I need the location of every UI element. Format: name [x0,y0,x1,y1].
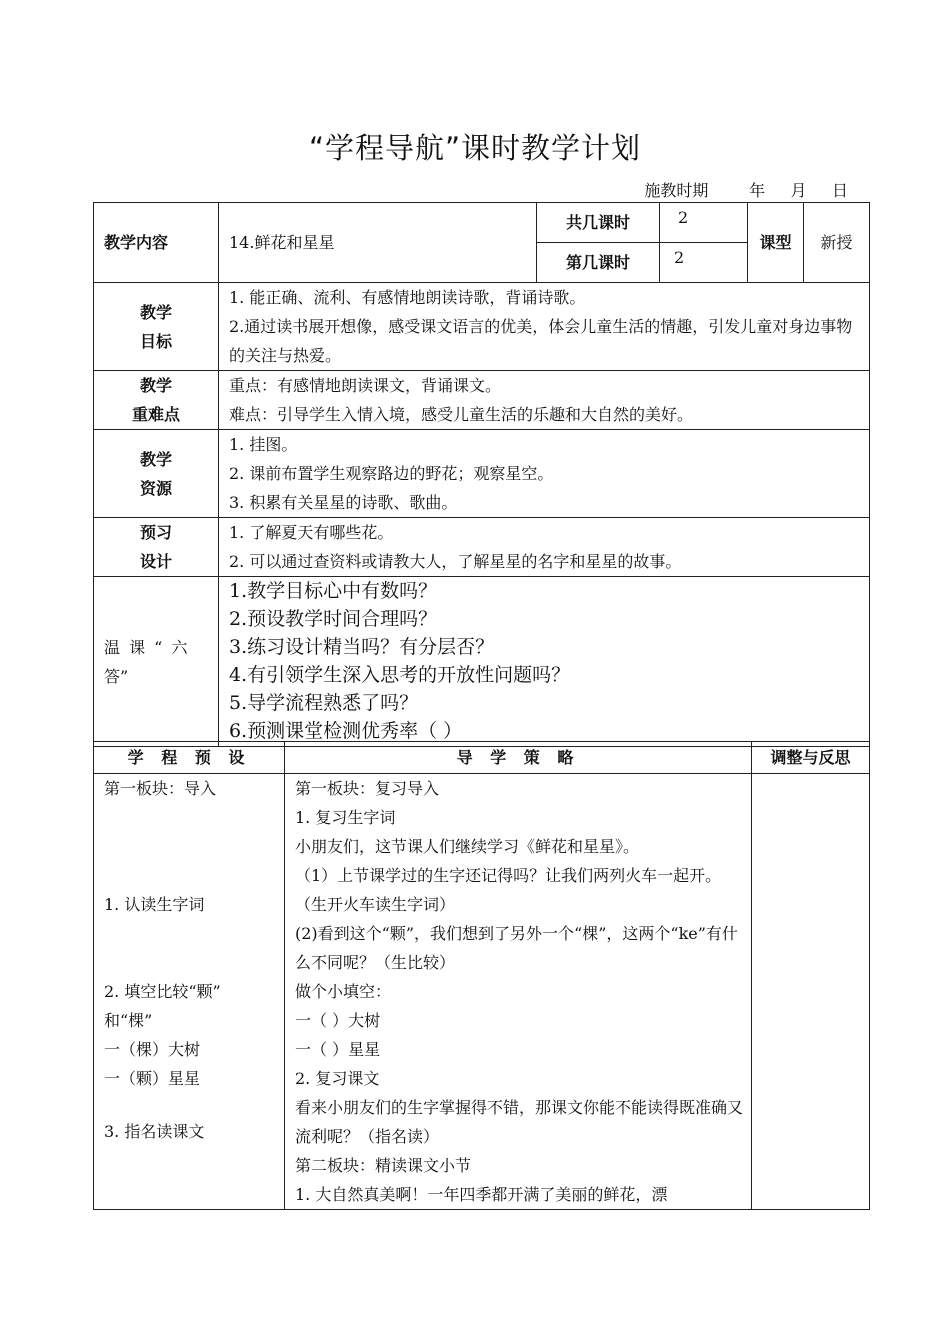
resource-line: 3. 积累有关星星的诗歌、歌曲。 [229,493,458,512]
process-table [93,741,870,1210]
key-point-line: 重点：有感情地朗读课文，背诵课文。 [229,376,502,395]
strategy-line: (2)看到这个“颗”，我们想到了另外一个“棵”，这两个“ke”有什么不同呢？（生比较） [295,924,738,972]
lesson-info-table [93,202,870,747]
lesson-type-value: 新授 [804,203,870,283]
reflection-header: 调整与反思 [752,742,870,774]
guide-strategy-header: 导 学 策 略 [285,742,752,774]
total-periods-value: 2 [660,203,748,243]
month-label: 月 [790,181,807,200]
strategy-line: 看来小朋友们的生字掌握得不错，那课文你能不能读得既准确又流利呢？（指名读） [295,1098,744,1146]
current-period-value: 2 [660,243,748,283]
answer-line: 3.练习设计精当吗？有分层否？ [229,636,495,658]
date-label: 施教时期 [644,181,709,200]
six-answers-label: 温 课 “ 六 答” [94,577,219,747]
resources-content [219,430,870,518]
strategy-line: 一（ ）大树 [295,1011,381,1030]
answer-line: 5.导学流程熟悉了吗？ [229,692,419,714]
block-title: 第一板块：导入 [104,779,217,798]
year-label: 年 [749,181,766,200]
preview-line: 1. 了解夏天有哪些花。 [229,523,394,542]
total-periods-label: 共几课时 [537,203,660,243]
page-title: “学程导航”课时教学计划 [308,131,642,165]
preview-label: 预习 设计 [94,518,219,577]
step-item: 1. 认读生字词 [104,895,205,914]
guide-strategy-cell [285,774,752,1210]
answer-line: 4.有引领学生深入思考的开放性问题吗？ [229,664,571,686]
strategy-line: 1. 大自然真美啊！一年四季都开满了美丽的鲜花，漂 [295,1185,668,1204]
strategy-line: 第二板块：精读课文小节 [295,1156,472,1175]
process-preset-header: 学 程 预 设 [94,742,285,774]
goals-content [219,283,870,371]
resources-label: 教学 资源 [94,430,219,518]
content-value: 14.鲜花和星星 [219,203,537,283]
strategy-line: 1. 复习生字词 [295,808,396,827]
preview-content [219,518,870,577]
strategy-line: 第一板块：复习导入 [295,779,440,798]
reflection-cell [752,774,870,1210]
goal-line: 1. 能正确、流利、有感情地朗读诗歌，背诵诗歌。 [229,288,586,307]
step-item: 3. 指名读课文 [104,1122,205,1141]
difficulty-line: 难点：引导学生入情入境，感受儿童生活的乐趣和大自然的美好。 [229,405,694,424]
preview-line: 2. 可以通过查资料或请教大人，了解星星的名字和星星的故事。 [229,552,682,571]
resource-line: 2. 课前布置学生观察路边的野花；观察星空。 [229,464,554,483]
lesson-type-label: 课型 [748,203,804,283]
goal-line: 2.通过读书展开想像，感受课文语言的优美，体会儿童生活的情趣，引发儿童对身边事物的关注与热爱。 [229,317,853,365]
strategy-line: （1）上节课学过的生字还记得吗？让我们两列火车一起开。（生开火车读生字词） [295,866,722,914]
answer-line: 2.预设教学时间合理吗？ [229,608,438,630]
step-item: 2. 填空比较“颗” [104,982,221,1001]
current-period-label: 第几课时 [537,243,660,283]
key-points-content [219,371,870,430]
key-points-label: 教学 重难点 [94,371,219,430]
content-label: 教学内容 [94,203,219,283]
day-label: 日 [831,181,848,200]
strategy-line: 小朋友们，这节课人们继续学习《鲜花和星星》。 [295,837,640,856]
step-item: 一（颗）星星 [104,1069,201,1088]
answer-line: 6.预测课堂检测优秀率（ ） [229,720,463,742]
strategy-line: 做个小填空： [295,982,392,1001]
six-answers-content [219,577,870,747]
goals-label: 教学 目标 [94,283,219,371]
strategy-line: 一（ ）星星 [295,1040,381,1059]
strategy-line: 2. 复习课文 [295,1069,380,1088]
step-item: 和“棵” [104,1011,153,1030]
date-line [644,178,848,201]
answer-line: 1.教学目标心中有数吗？ [229,580,438,602]
resource-line: 1. 挂图。 [229,435,298,454]
process-preset-cell [94,774,285,1210]
step-item: 一（棵）大树 [104,1040,201,1059]
